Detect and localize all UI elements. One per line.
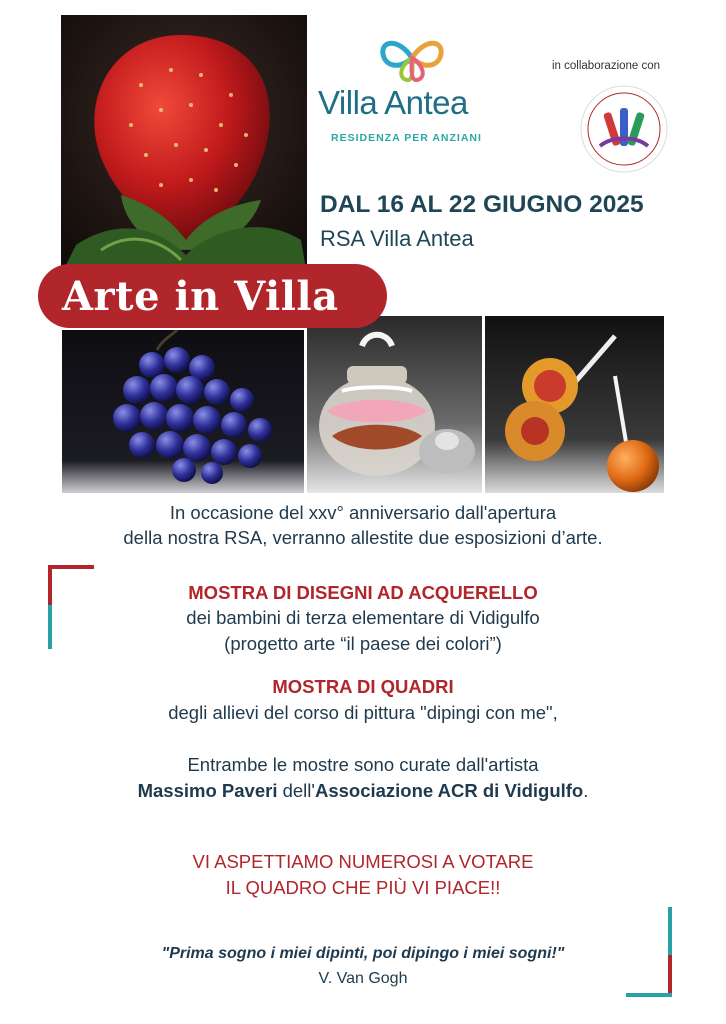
curator-connector: dell' [277,780,315,801]
intro-line-1: In occasione del xxv° anniversario dall'apertura [169,502,557,523]
artist-name: Massimo Paveri [137,780,278,801]
exhibition-2-line-1: degli allievi del corso di pittura "dipingi con me", [168,702,558,723]
candy-jar-painting [307,316,482,493]
exhibition-2-heading: MOSTRA DI QUADRI [272,676,454,697]
villa-antea-butterfly-icon [379,34,445,82]
intro-line-2: della nostra RSA, verranno allestite due esposizioni d’arte. [123,527,603,548]
curator-end: . [583,780,589,801]
event-dates: DAL 16 AL 22 GIUGNO 2025 [320,191,644,218]
curator-line-1: Entrambe le mostre sono curate dall'artista [187,754,539,775]
grapes-painting [62,330,304,493]
invitation-line-1: VI ASPETTIAMO NUMEROSI A VOTARE [192,851,534,872]
exhibition-1-line-1: dei bambini di terza elementare di Vidigulfo [186,607,540,628]
association-logo [578,84,670,174]
quote-text: "Prima sogno i miei dipinti, poi dipingo i miei sogni!" [161,945,565,962]
event-title-banner [38,264,387,328]
invitation-line-2: IL QUADRO CHE PIÙ VI PIACE!! [225,877,501,898]
event-venue: RSA Villa Antea [320,226,474,251]
exhibition-1-heading: MOSTRA DI DISEGNI AD ACQUERELLO [188,582,538,603]
association-name: Associazione ACR di Vidigulfo [314,780,584,801]
collaboration-label: in collaborazione con [552,60,661,72]
curator-line-2 [0,780,726,802]
villa-antea-logo-name: Villa Antea [318,84,468,121]
event-title: Arte in Villa [62,272,339,320]
exhibition-1-line-2: (progetto arte “il paese dei colori”) [224,633,502,654]
quote-author: V. Van Gogh [318,970,408,987]
lollipops-painting [485,316,664,493]
strawberry-painting [61,15,307,275]
villa-antea-logo-subtitle: RESIDENZA PER ANZIANI [331,132,482,144]
